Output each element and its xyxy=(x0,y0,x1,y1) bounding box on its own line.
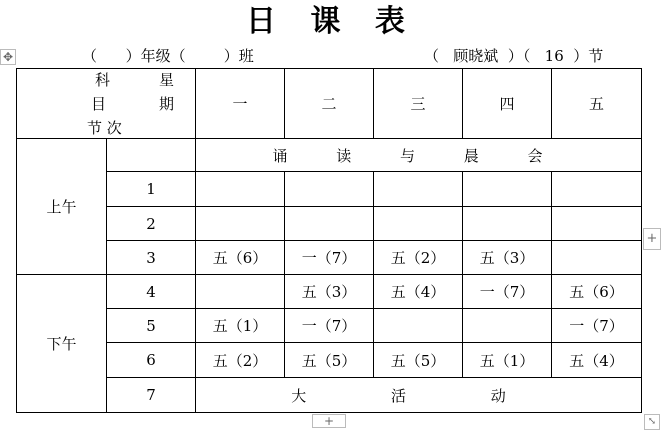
schedule-cell[interactable]: 五（3） xyxy=(463,241,552,275)
schedule-cell[interactable]: 五（4） xyxy=(552,343,642,378)
header-row xyxy=(17,69,642,139)
plus-icon: + xyxy=(323,414,335,428)
period-number[interactable]: 4 xyxy=(107,275,196,309)
period-number[interactable]: 2 xyxy=(107,207,196,241)
schedule-cell[interactable] xyxy=(285,207,374,241)
schedule-cell[interactable]: 五（3） xyxy=(285,275,374,309)
table-row xyxy=(17,309,642,343)
schedule-cell[interactable] xyxy=(552,207,642,241)
page-title: 日 课 表 xyxy=(246,4,417,39)
day-header-1[interactable]: 一 xyxy=(196,69,285,139)
schedule-cell[interactable] xyxy=(552,241,642,275)
plus-icon: + xyxy=(646,231,658,246)
schedule-cell[interactable]: 五（1） xyxy=(196,309,285,343)
table-row xyxy=(17,172,642,207)
table-move-handle[interactable] xyxy=(0,49,16,65)
corner-qi: 期 xyxy=(159,94,175,113)
table-row xyxy=(17,241,642,275)
schedule-cell[interactable]: 五（2） xyxy=(374,241,463,275)
grade-class-info: （ ）年级（ ）班 xyxy=(82,47,254,65)
period-number[interactable]: 7 xyxy=(107,378,196,413)
add-column-button[interactable] xyxy=(643,228,661,250)
period-number[interactable]: 6 xyxy=(107,343,196,378)
schedule-cell[interactable]: 一（7） xyxy=(285,241,374,275)
table-row xyxy=(17,378,642,413)
table-resize-handle[interactable] xyxy=(644,414,660,430)
table-row xyxy=(17,343,642,378)
schedule-cell[interactable] xyxy=(196,275,285,309)
assembly-row xyxy=(17,139,642,172)
corner-ke: 科 xyxy=(95,70,111,89)
corner-mu: 目 xyxy=(91,94,107,113)
assembly-period-cell[interactable] xyxy=(107,139,196,172)
schedule-cell[interactable] xyxy=(463,207,552,241)
schedule-table xyxy=(16,68,642,413)
morning-assembly-cell[interactable]: 诵 读 与 晨 会 xyxy=(196,139,642,172)
schedule-cell[interactable] xyxy=(463,172,552,207)
table-row xyxy=(17,207,642,241)
teacher-periods-info: （ 顾晓斌 ）（ 16 ）节 xyxy=(424,47,604,65)
corner-jieci: 节 次 xyxy=(87,118,122,137)
big-activity-cell[interactable]: 大 活 动 xyxy=(196,378,642,413)
schedule-cell[interactable]: 一（7） xyxy=(285,309,374,343)
schedule-cell[interactable]: 五（5） xyxy=(374,343,463,378)
add-row-button[interactable] xyxy=(312,414,346,428)
schedule-cell[interactable] xyxy=(374,207,463,241)
period-number[interactable]: 5 xyxy=(107,309,196,343)
schedule-cell[interactable]: 一（7） xyxy=(552,309,642,343)
schedule-cell[interactable] xyxy=(196,207,285,241)
morning-label[interactable]: 上午 xyxy=(17,139,107,275)
schedule-cell[interactable] xyxy=(552,172,642,207)
schedule-cell[interactable]: 一（7） xyxy=(463,275,552,309)
period-number[interactable]: 3 xyxy=(107,241,196,275)
resize-icon: ⤡ xyxy=(647,416,657,427)
schedule-cell[interactable]: 五（2） xyxy=(196,343,285,378)
corner-cell[interactable] xyxy=(17,69,196,139)
schedule-cell[interactable] xyxy=(374,309,463,343)
table-row xyxy=(17,275,642,309)
schedule-cell[interactable] xyxy=(196,172,285,207)
schedule-cell[interactable]: 五（4） xyxy=(374,275,463,309)
schedule-cell[interactable] xyxy=(285,172,374,207)
schedule-cell[interactable]: 五（1） xyxy=(463,343,552,378)
afternoon-label[interactable]: 下午 xyxy=(17,275,107,413)
day-header-4[interactable]: 四 xyxy=(463,69,552,139)
day-header-5[interactable]: 五 xyxy=(552,69,642,139)
schedule-cell[interactable] xyxy=(374,172,463,207)
schedule-cell[interactable]: 五（5） xyxy=(285,343,374,378)
corner-xing: 星 xyxy=(159,70,175,89)
schedule-cell[interactable] xyxy=(463,309,552,343)
period-number[interactable]: 1 xyxy=(107,172,196,207)
day-header-3[interactable]: 三 xyxy=(374,69,463,139)
day-header-2[interactable]: 二 xyxy=(285,69,374,139)
schedule-cell[interactable]: 五（6） xyxy=(196,241,285,275)
move-icon: ✥ xyxy=(2,50,14,64)
schedule-cell[interactable]: 五（6） xyxy=(552,275,642,309)
